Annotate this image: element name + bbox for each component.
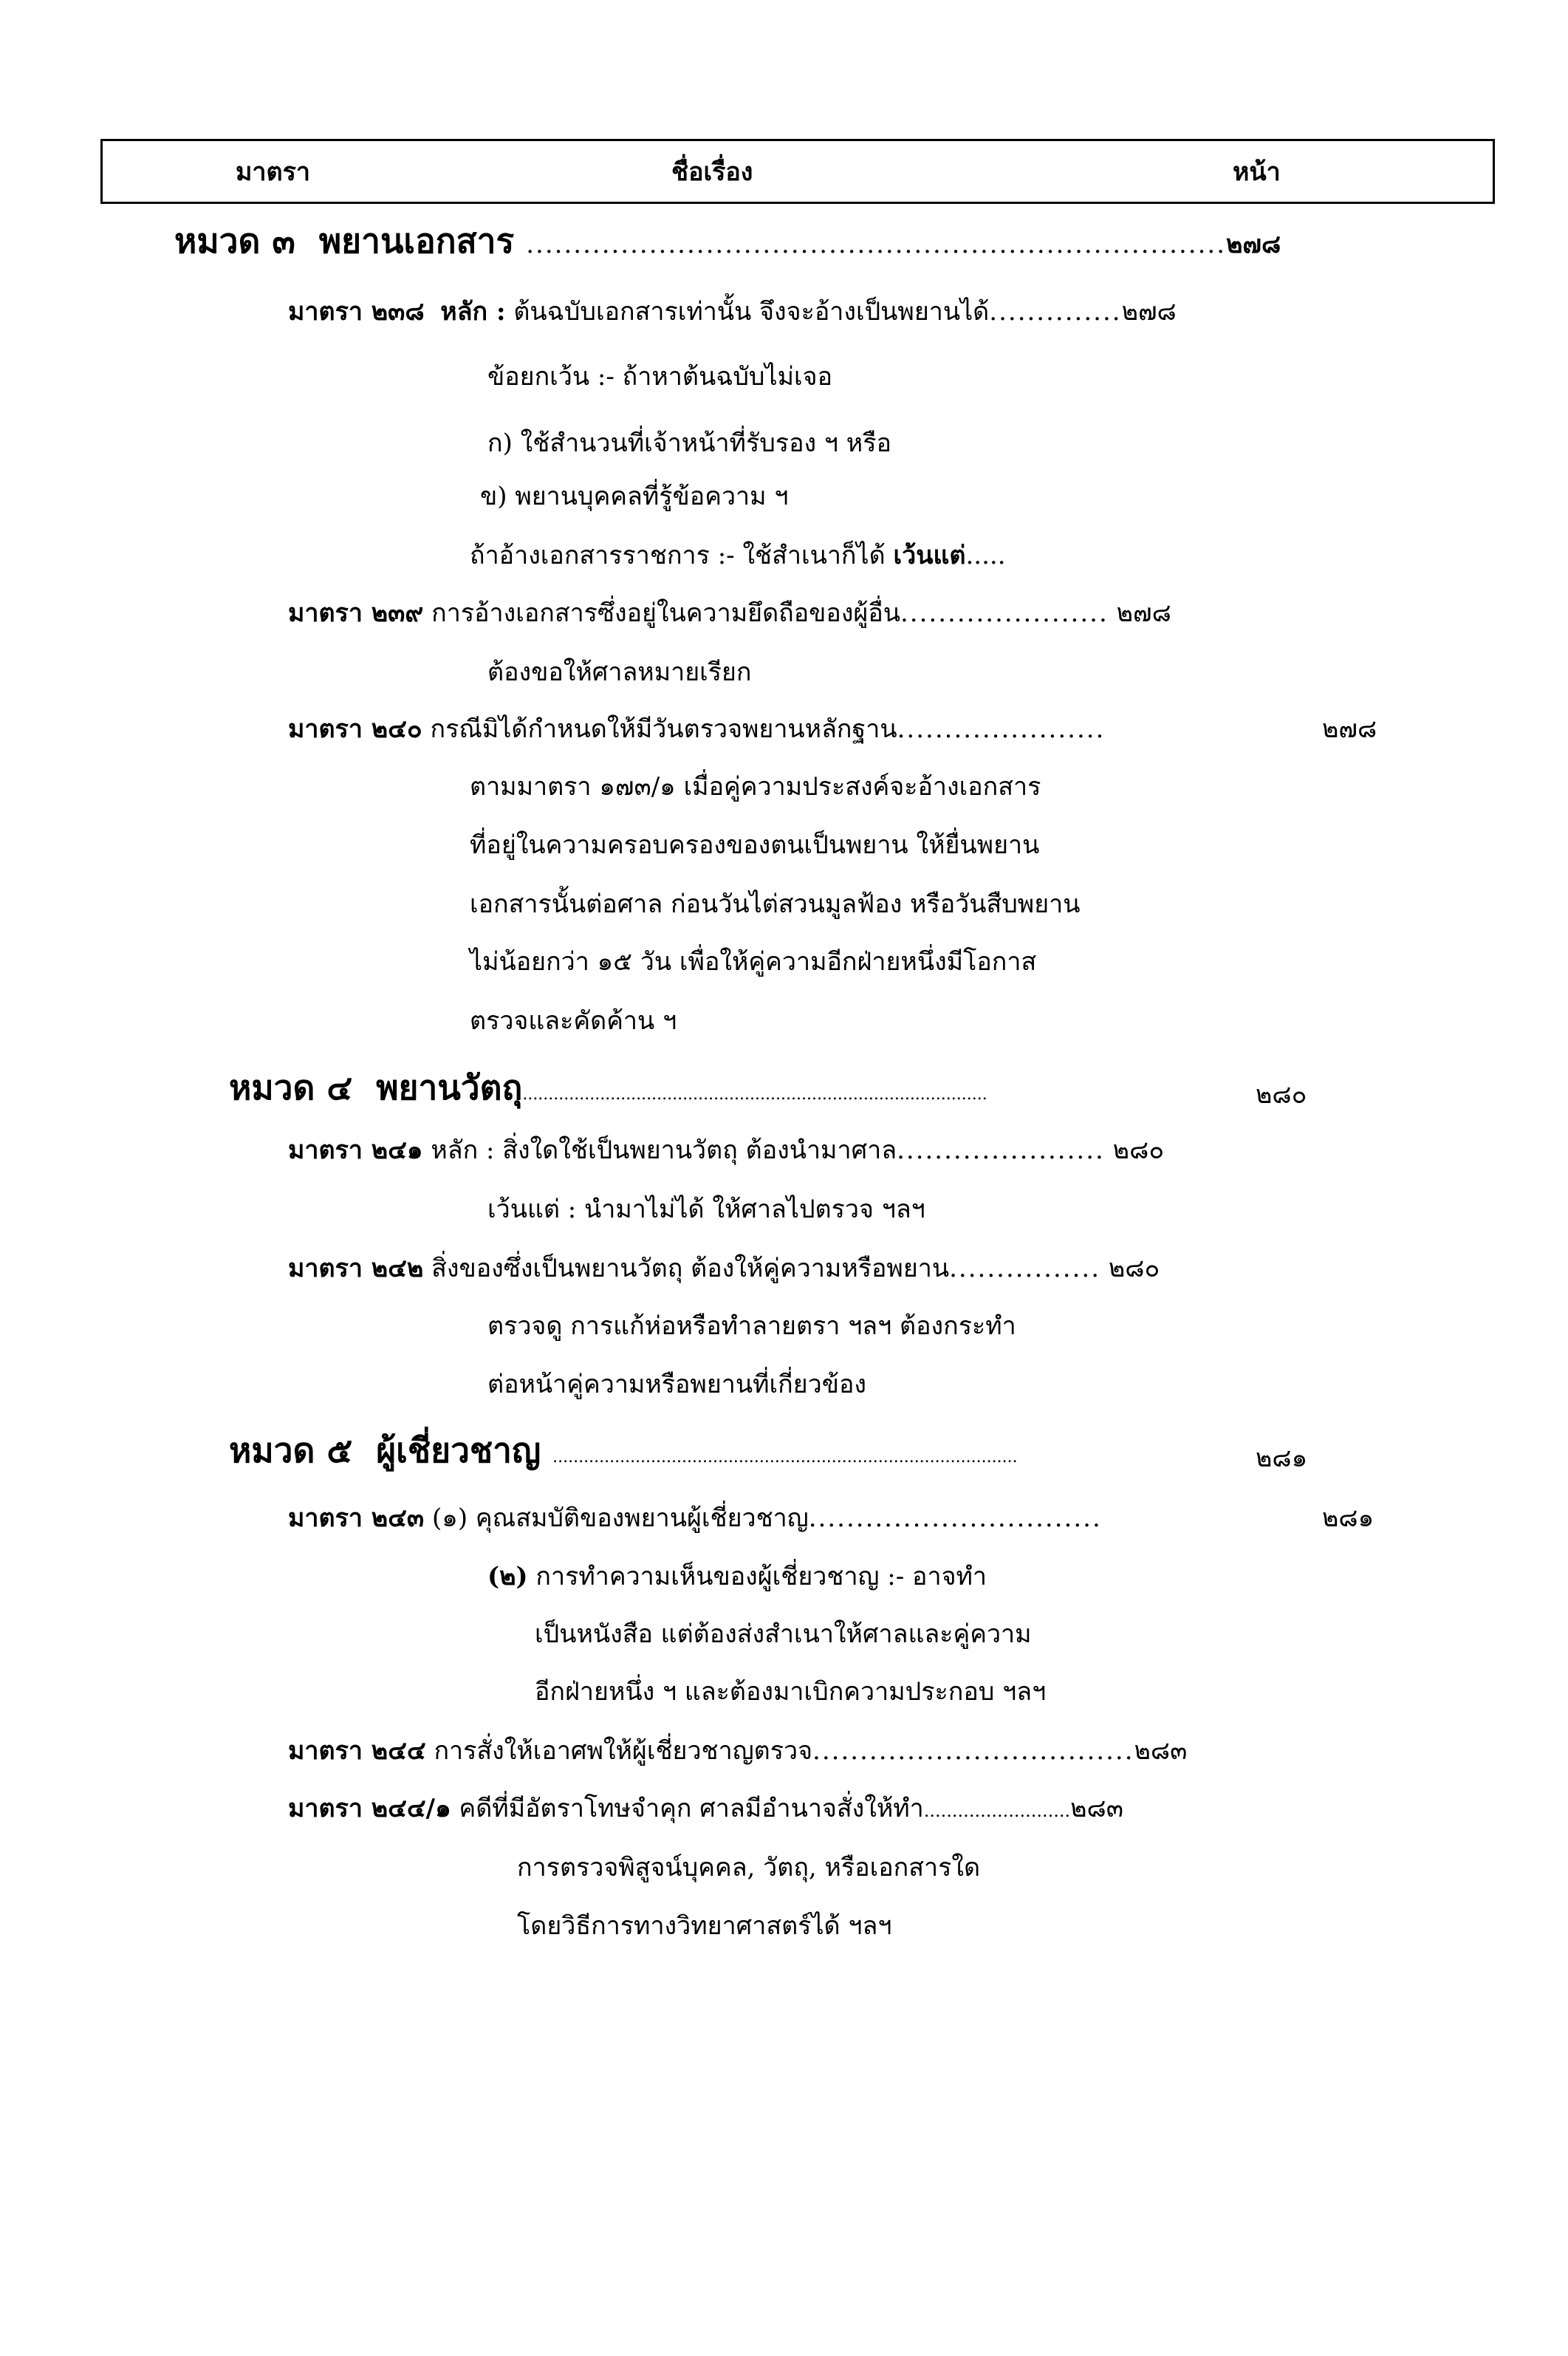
toc-detail-text: การตรวจพิสูจน์บุคคล, วัตถุ, หรือเอกสารใด (517, 1853, 981, 1882)
detail-text-bold: (๒) (487, 1562, 528, 1591)
leader-dots: ...................... (897, 1136, 1105, 1165)
leader-dots: ................ (949, 1254, 1101, 1283)
detail-text-bold: เว้นแต่ (893, 541, 966, 570)
toc-detail-text: ข้อยกเว้น :- ถ้าหาต้นฉบับไม่เจอ (487, 362, 832, 392)
toc-detail-text (487, 1560, 987, 1593)
leader-dots: .......................................................................... (526, 230, 1226, 259)
toc-chapter-3[interactable] (174, 220, 1281, 265)
toc-detail-text: ข) พยานบุคคลที่รู้ข้อความ ฯ (480, 482, 789, 511)
chapter-label: หมวด ๔ (229, 1068, 353, 1107)
toc-section-238[interactable] (288, 296, 1177, 328)
section-title: สิ่งของซึ่งเป็นพยานวัตถุ ต้องให้คู่ความหรือพยาน (431, 1254, 950, 1283)
chapter-title: ผู้เชี่ยวชาญ (376, 1430, 541, 1470)
section-label: มาตรา ๒๔๐ (288, 714, 422, 744)
toc-detail-text: อีกฝ่ายหนึ่ง ฯ และต้องมาเบิกความประกอบ ฯลฯ (535, 1677, 1047, 1707)
leader-dots: .......................... (923, 1800, 1071, 1821)
toc-detail-text: ตามมาตรา ๑๗๓/๑ เมื่อคู่ความประสงค์จะอ้างเอกสาร (470, 772, 1041, 802)
section-label: มาตรา ๒๓๙ (288, 598, 424, 628)
page-number: ๒๘๐ (1256, 1080, 1307, 1110)
toc-detail-text: ไม่น้อยกว่า ๑๕ วัน เพื่อให้คู่ความอีกฝ่ายหนึ่งมีโอกาส (470, 947, 1037, 977)
toc-section-244-1[interactable] (288, 1792, 1123, 1827)
toc-detail-text: เอกสารนั้นต่อศาล ก่อนวันไต่สวนมูลฟ้อง หรือวันสืบพยาน (470, 890, 1081, 919)
toc-detail-text: ที่อยู่ในความครอบครองของตนเป็นพยาน ให้ยื่นพยาน (470, 830, 1040, 860)
section-title: การอ้างเอกสารซึ่งอยู่ในความยึดถือของผู้อื่น (431, 598, 900, 628)
detail-text: ถ้าอ้างเอกสารราชการ :- ใช้สำเนาก็ได้ (470, 541, 886, 570)
chapter-title: พยานเอกสาร (318, 221, 515, 261)
toc-detail-text: เป็นหนังสือ แต่ต้องส่งสำเนาให้ศาลและคู่ความ (535, 1619, 1032, 1649)
leader-dots: ............................... (808, 1503, 1102, 1533)
section-label: มาตรา ๒๔๓ (288, 1503, 425, 1533)
toc-detail-text: ต่อหน้าคู่ความหรือพยานที่เกี่ยวข้อง (487, 1370, 866, 1399)
toc-detail-text: เว้นแต่ : นำมาไม่ได้ ให้ศาลไปตรวจ ฯลฯ (487, 1195, 925, 1224)
leader-dots: .............. (989, 297, 1122, 327)
chapter-title: พยานวัตถุ (376, 1068, 523, 1107)
page-number: ๒๘๓ (1134, 1736, 1188, 1766)
section-title: หลัก : สิ่งใดใช้เป็นพยานวัตถุ ต้องนำมาศาล (431, 1136, 897, 1165)
section-title: การสั่งให้เอาศพให้ผู้เชี่ยวชาญตรวจ (434, 1736, 813, 1766)
toc-section-239[interactable] (288, 597, 1171, 629)
page-number: ๒๗๘ (1226, 230, 1281, 259)
toc-detail-text: ก) ใช้สำนวนที่เจ้าหน้าที่รับรอง ฯ หรือ (487, 428, 891, 458)
section-label: มาตรา ๒๓๘ (288, 297, 425, 327)
detail-text: การทำความเห็นของผู้เชี่ยวชาญ :- อาจทำ (535, 1562, 987, 1591)
leader-dots: .......................................................................................... (552, 1448, 1018, 1466)
leader-dots: ...................... (900, 598, 1109, 628)
header-section-column: มาตรา (236, 157, 310, 187)
page-number: ๒๘๐ (1112, 1136, 1165, 1165)
toc-detail-text: ต้องขอให้ศาลหมายเรียก (487, 658, 752, 687)
toc-detail-text (470, 539, 1006, 572)
page-number: ๒๗๘ (1116, 598, 1171, 628)
header-title-column: ชื่อเรื่อง (671, 157, 753, 187)
page-number: ๒๗๘ (1322, 714, 1377, 744)
page-number: ๒๘๑ (1256, 1444, 1308, 1473)
header-page-column: หน้า (1233, 157, 1281, 187)
page-number: ๒๘๑ (1322, 1503, 1374, 1533)
section-label: มาตรา ๒๔๔ (288, 1736, 426, 1766)
section-label: มาตรา ๒๔๔/๑ (288, 1794, 451, 1823)
chapter-label: หมวด ๓ (174, 221, 295, 261)
toc-detail-text: โดยวิธีการทางวิทยาศาสตร์ได้ ฯลฯ (517, 1911, 892, 1941)
toc-section-240[interactable] (288, 713, 1105, 745)
section-title: (๑) คุณสมบัติของพยานผู้เชี่ยวชาญ (431, 1503, 809, 1533)
toc-section-241[interactable] (288, 1134, 1164, 1167)
toc-detail-text: ตรวจและคัดค้าน ฯ (470, 1006, 677, 1036)
toc-section-243[interactable] (288, 1502, 1102, 1534)
toc-section-242[interactable] (288, 1252, 1160, 1285)
section-label: มาตรา ๒๔๒ (288, 1254, 424, 1283)
section-title: คดีที่มีอัตราโทษจำคุก ศาลมีอำนาจสั่งให้ทำ (459, 1794, 924, 1823)
page-number: ๒๘๐ (1108, 1254, 1160, 1283)
page-number: ๒๗๘ (1121, 297, 1177, 327)
toc-section-244[interactable] (288, 1735, 1187, 1767)
leader-dots: ...................... (897, 714, 1106, 744)
page-number: ๒๘๓ (1070, 1794, 1124, 1823)
section-title-bold: หลัก : (440, 297, 506, 327)
toc-chapter-5[interactable] (229, 1430, 1018, 1478)
toc-chapter-4[interactable] (229, 1067, 987, 1116)
detail-text-tail: ..... (965, 541, 1006, 570)
section-title: ต้นฉบับเอกสารเท่านั้น จึงจะอ้างเป็นพยานได้ (513, 297, 990, 327)
leader-dots: .......................................................................................... (522, 1085, 987, 1104)
leader-dots: .................................. (812, 1736, 1134, 1766)
section-label: มาตรา ๒๔๑ (288, 1136, 423, 1165)
chapter-label: หมวด ๕ (229, 1430, 353, 1470)
toc-header (100, 139, 1495, 204)
section-title: กรณีมิได้กำหนดให้มีวันตรวจพยานหลักฐาน (430, 714, 897, 744)
toc-detail-text: ตรวจดู การแก้ห่อหรือทำลายตรา ฯลฯ ต้องกระทำ (487, 1311, 1016, 1341)
